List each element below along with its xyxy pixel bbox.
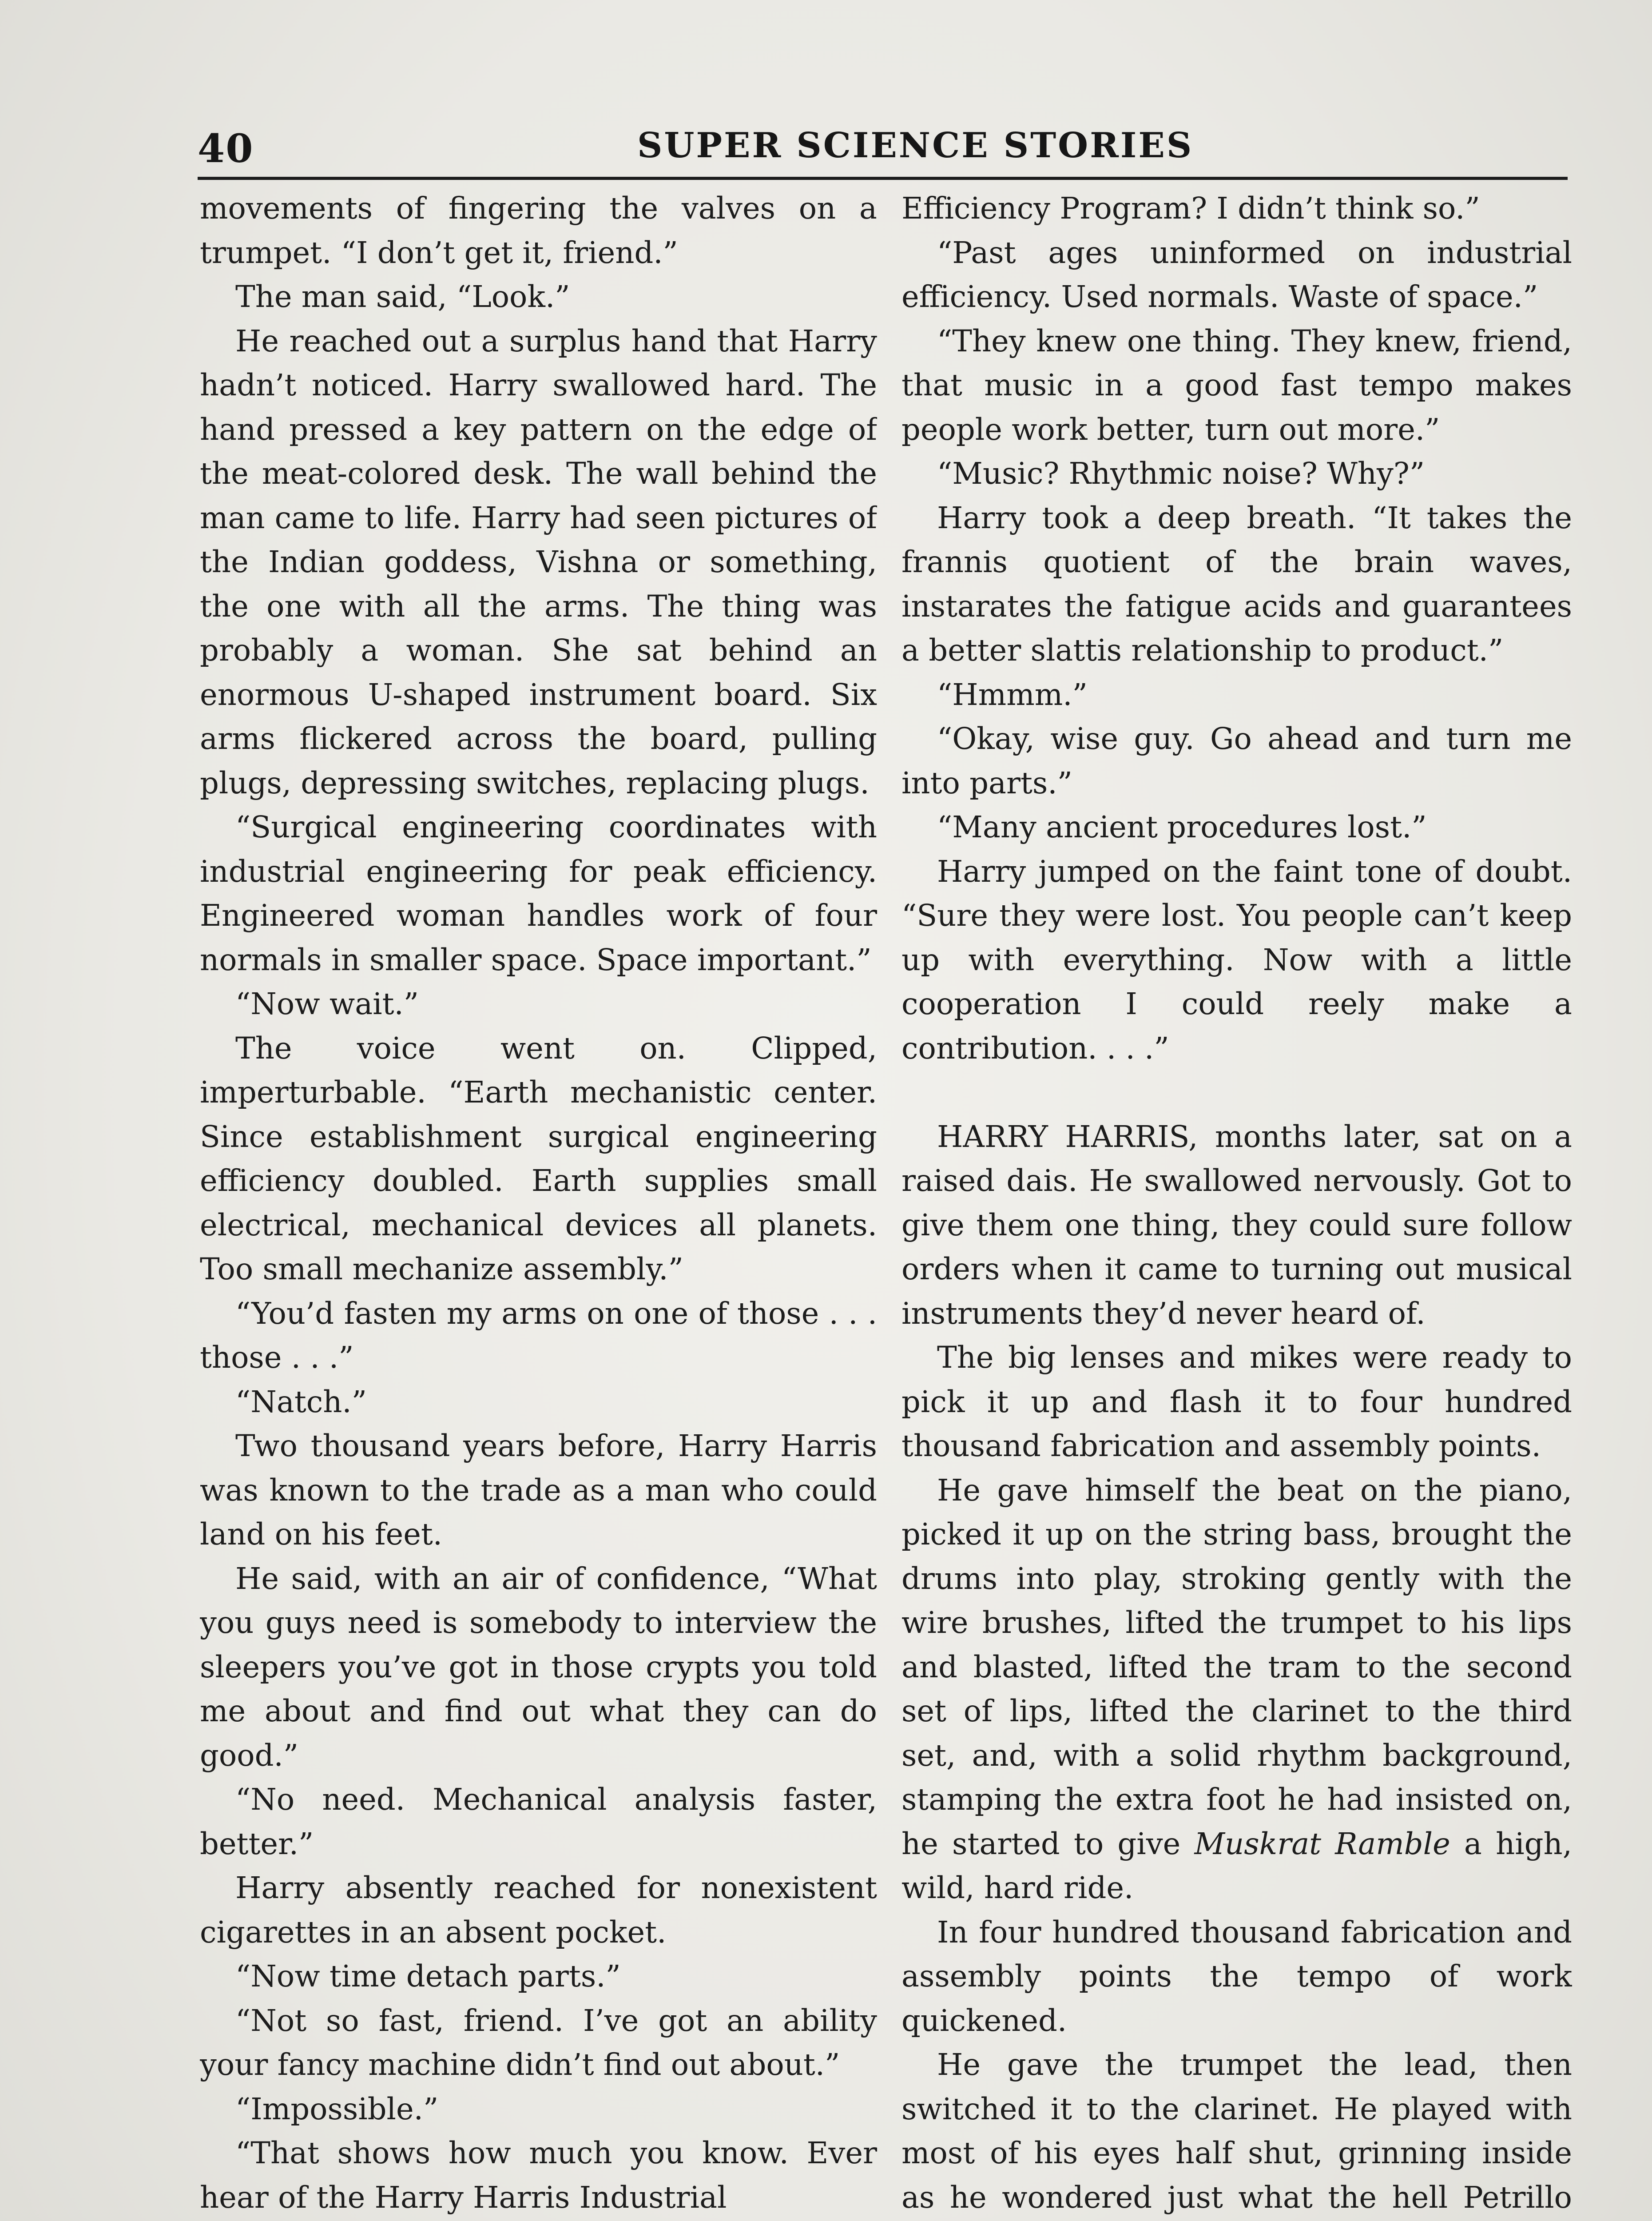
paragraph: “Natch.” [235,1384,367,1419]
paragraph: “Not so fast, friend. I’ve got an ability your fancy machine didn’t find out about.” [200,2003,877,2082]
paragraph: “You’d fasten my arms on one of those . . . those . . .” [200,1296,877,1375]
paragraph: “Impossible.” [235,2091,439,2126]
paragraph: Two thousand years before, Harry Harris was known to the trade as a man who could land on his feet. [200,1429,877,1552]
running-title: SUPER SCIENCE STORIES [637,125,1194,166]
paragraph: He said, with an air of confidence, “What you guys need is somebody to interview the sleepers you’ve got in those crypts you told me about and find out what they can do good.” [200,1561,877,1773]
paragraph: Efficiency Program? I didn’t think so.” [901,191,1480,226]
paragraph: Harry jumped on the faint tone of doubt. “Sure they were lost. You people can’t keep up with everything. Now with a little cooperation I could reely make a contribution. . . .” [901,854,1572,1066]
paragraph: He gave himself the beat on the piano, picked it up on the string bass, brought the drums into play, stroking gently with the wire brushes, lifted the trumpet to his lips and blasted, lifted the tram to the second set of lips, lifted the clarinet to the third set, and, with a solid rhythm background, stamping the extra foot he had insisted on, he started to give Muskrat Ramble a high, wild, hard ride. [901,1473,1572,1905]
paragraph: “No need. Mechanical analysis faster, better.” [200,1782,877,1861]
paragraph: “Many ancient procedures lost.” [937,810,1427,844]
paragraph: “Music? Rhythmic noise? Why?” [937,456,1425,491]
paragraph: Harry took a deep breath. “It takes the frannis quotient of the brain waves, instarates the fatigue acids and guarantees a better slattis relationship to product.” [901,500,1572,668]
paragraph: “Hmmm.” [937,677,1088,712]
paragraph: movements of fingering the valves on a trumpet. “I don’t get it, friend.” [200,191,877,270]
left-text-column [200,187,877,2221]
paragraph: The big lenses and mikes were ready to pick it up and flash it to four hundred thousand fabrication and assembly points. [901,1340,1572,1463]
paragraph: He gave the trumpet the lead, then switched it to the clarinet. He played with most of his eyes half shut, grinning inside as he wondered just what the hell Petrillo [901,2047,1572,2215]
song-title: Muskrat Ramble [1194,1826,1450,1861]
paragraph: He reached out a surplus hand that Harry hadn’t noticed. Harry swallowed hard. The hand pressed a key pattern on the edge of the meat-colored desk. The wall behind the man came to life. Harry had seen pictures of the Indian goddess, Vishna or something, the one with all the arms. The thing was probably a woman. She sat behind an enormous U-shaped instrument board. Six arms flickered across the board, pulling plugs, depressing switches, replacing plugs. [200,323,877,800]
paragraph: In four hundred thousand fabrication and assembly points the tempo of work quickened. [901,1915,1572,2038]
paragraph: “They knew one thing. They knew, friend, that music in a good fast tempo makes people work better, turn out more.” [901,323,1572,447]
page-number: 40 [198,125,254,171]
paragraph: “Okay, wise guy. Go ahead and turn me into parts.” [901,721,1572,800]
header-rule [198,177,1568,180]
right-text-column [901,187,1572,2221]
paragraph: “Now time detach parts.” [235,1959,621,1994]
paragraph: “Surgical engineering coordinates with industrial engineering for peak efficiency. Engineered woman handles work of four normals in smaller space. Space important.” [200,810,877,977]
paragraph: The voice went on. Clipped, imperturbable. “Earth mechanistic center. Since establishment surgical engineering efficiency doubled. Earth supplies small electrical, mechanical devices all planets. Too small mechanize assembly.” [200,1031,877,1286]
paragraph: “Now wait.” [235,987,419,1021]
paragraph: “Past ages uninformed on industrial efficiency. Used normals. Waste of space.” [901,235,1572,314]
paragraph: The man said, “Look.” [235,279,570,314]
page-header [198,120,1568,169]
paragraph: “That shows how much you know. Ever hear of the Harry Harris Industrial [200,2136,877,2215]
paragraph: Harry absently reached for nonexistent cigarettes in an absent pocket. [200,1871,877,1950]
section-opening-paragraph: HARRY HARRIS, months later, sat on a raised dais. He swallowed nervously. Got to give them one thing, they could sure follow orders when it came to turning out musical instruments they’d never heard of. [901,1119,1572,1331]
